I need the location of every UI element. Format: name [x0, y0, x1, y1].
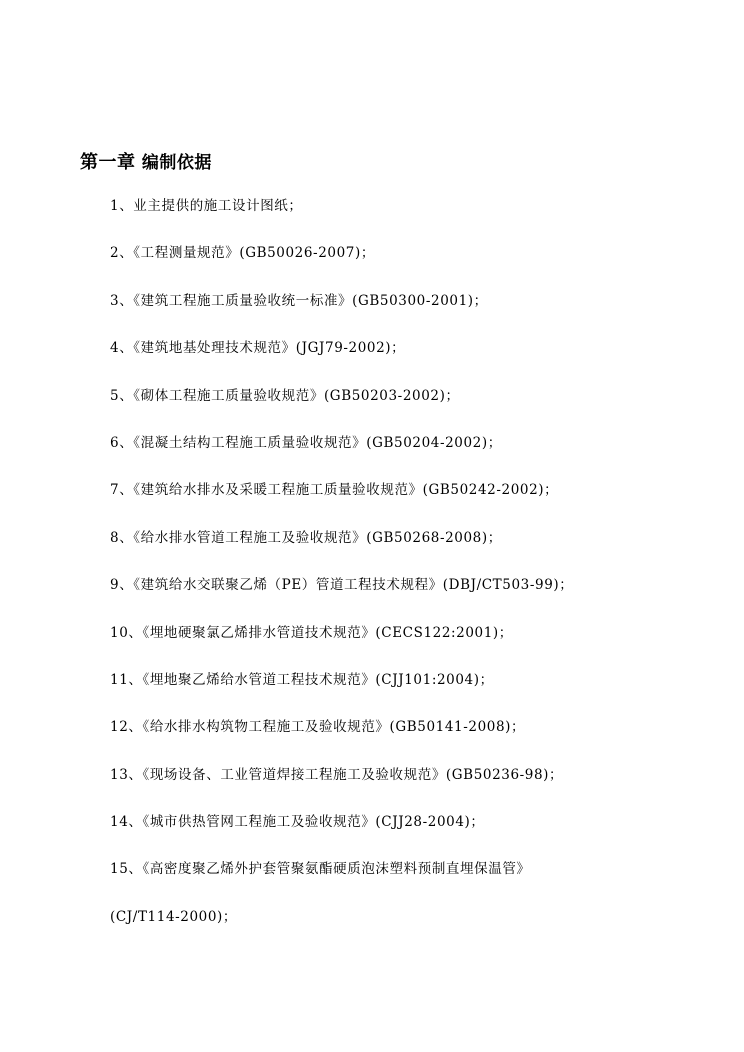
reference-item: 8、《给水排水管道工程施工及验收规范》(GB50268-2008)； [110, 529, 502, 546]
reference-item: 6、《混凝土结构工程施工质量验收规范》(GB50204-2002)； [110, 434, 502, 451]
reference-item: 3、《建筑工程施工质量验收统一标准》(GB50300-2001)； [110, 292, 488, 309]
reference-item: 9、《建筑给水交联聚乙烯（PE）管道工程技术规程》(DBJ/CT503-99)； [110, 577, 574, 594]
reference-item: 10、《埋地硬聚氯乙烯排水管道技术规范》(CECS122:2001)； [110, 624, 513, 641]
reference-item: 5、《砌体工程施工质量验收规范》(GB50203-2002)； [110, 387, 460, 404]
reference-item: 1、业主提供的施工设计图纸； [110, 198, 303, 214]
reference-item: 14、《城市供热管网工程施工及验收规范》(CJJ28-2004)； [110, 814, 485, 831]
reference-item: 12、《给水排水构筑物工程施工及验收规范》(GB50141-2008)； [110, 719, 526, 736]
reference-item-continuation: (CJ/T114-2000)； [110, 908, 238, 925]
chapter-title: 编制依据 [141, 153, 212, 173]
reference-item: 2、《工程测量规范》(GB50026-2007)； [110, 245, 375, 262]
chapter-number: 第一章 [80, 152, 136, 173]
chapter-heading [80, 148, 212, 174]
reference-item: 4、《建筑地基处理技术规范》(JGJ79-2002)； [110, 340, 406, 357]
reference-item: 15、《高密度聚乙烯外护套管聚氨酯硬质泡沫塑料预制直埋保温管》 [110, 861, 531, 878]
reference-list [110, 196, 710, 954]
reference-item: 11、《埋地聚乙烯给水管道工程技术规范》(CJJ101:2004)； [110, 671, 494, 688]
reference-item: 13、《现场设备、工业管道焊接工程施工及验收规范》(GB50236-98)； [110, 766, 564, 783]
reference-item: 7、《建筑给水排水及采暖工程施工质量验收规范》(GB50242-2002)； [110, 482, 559, 499]
